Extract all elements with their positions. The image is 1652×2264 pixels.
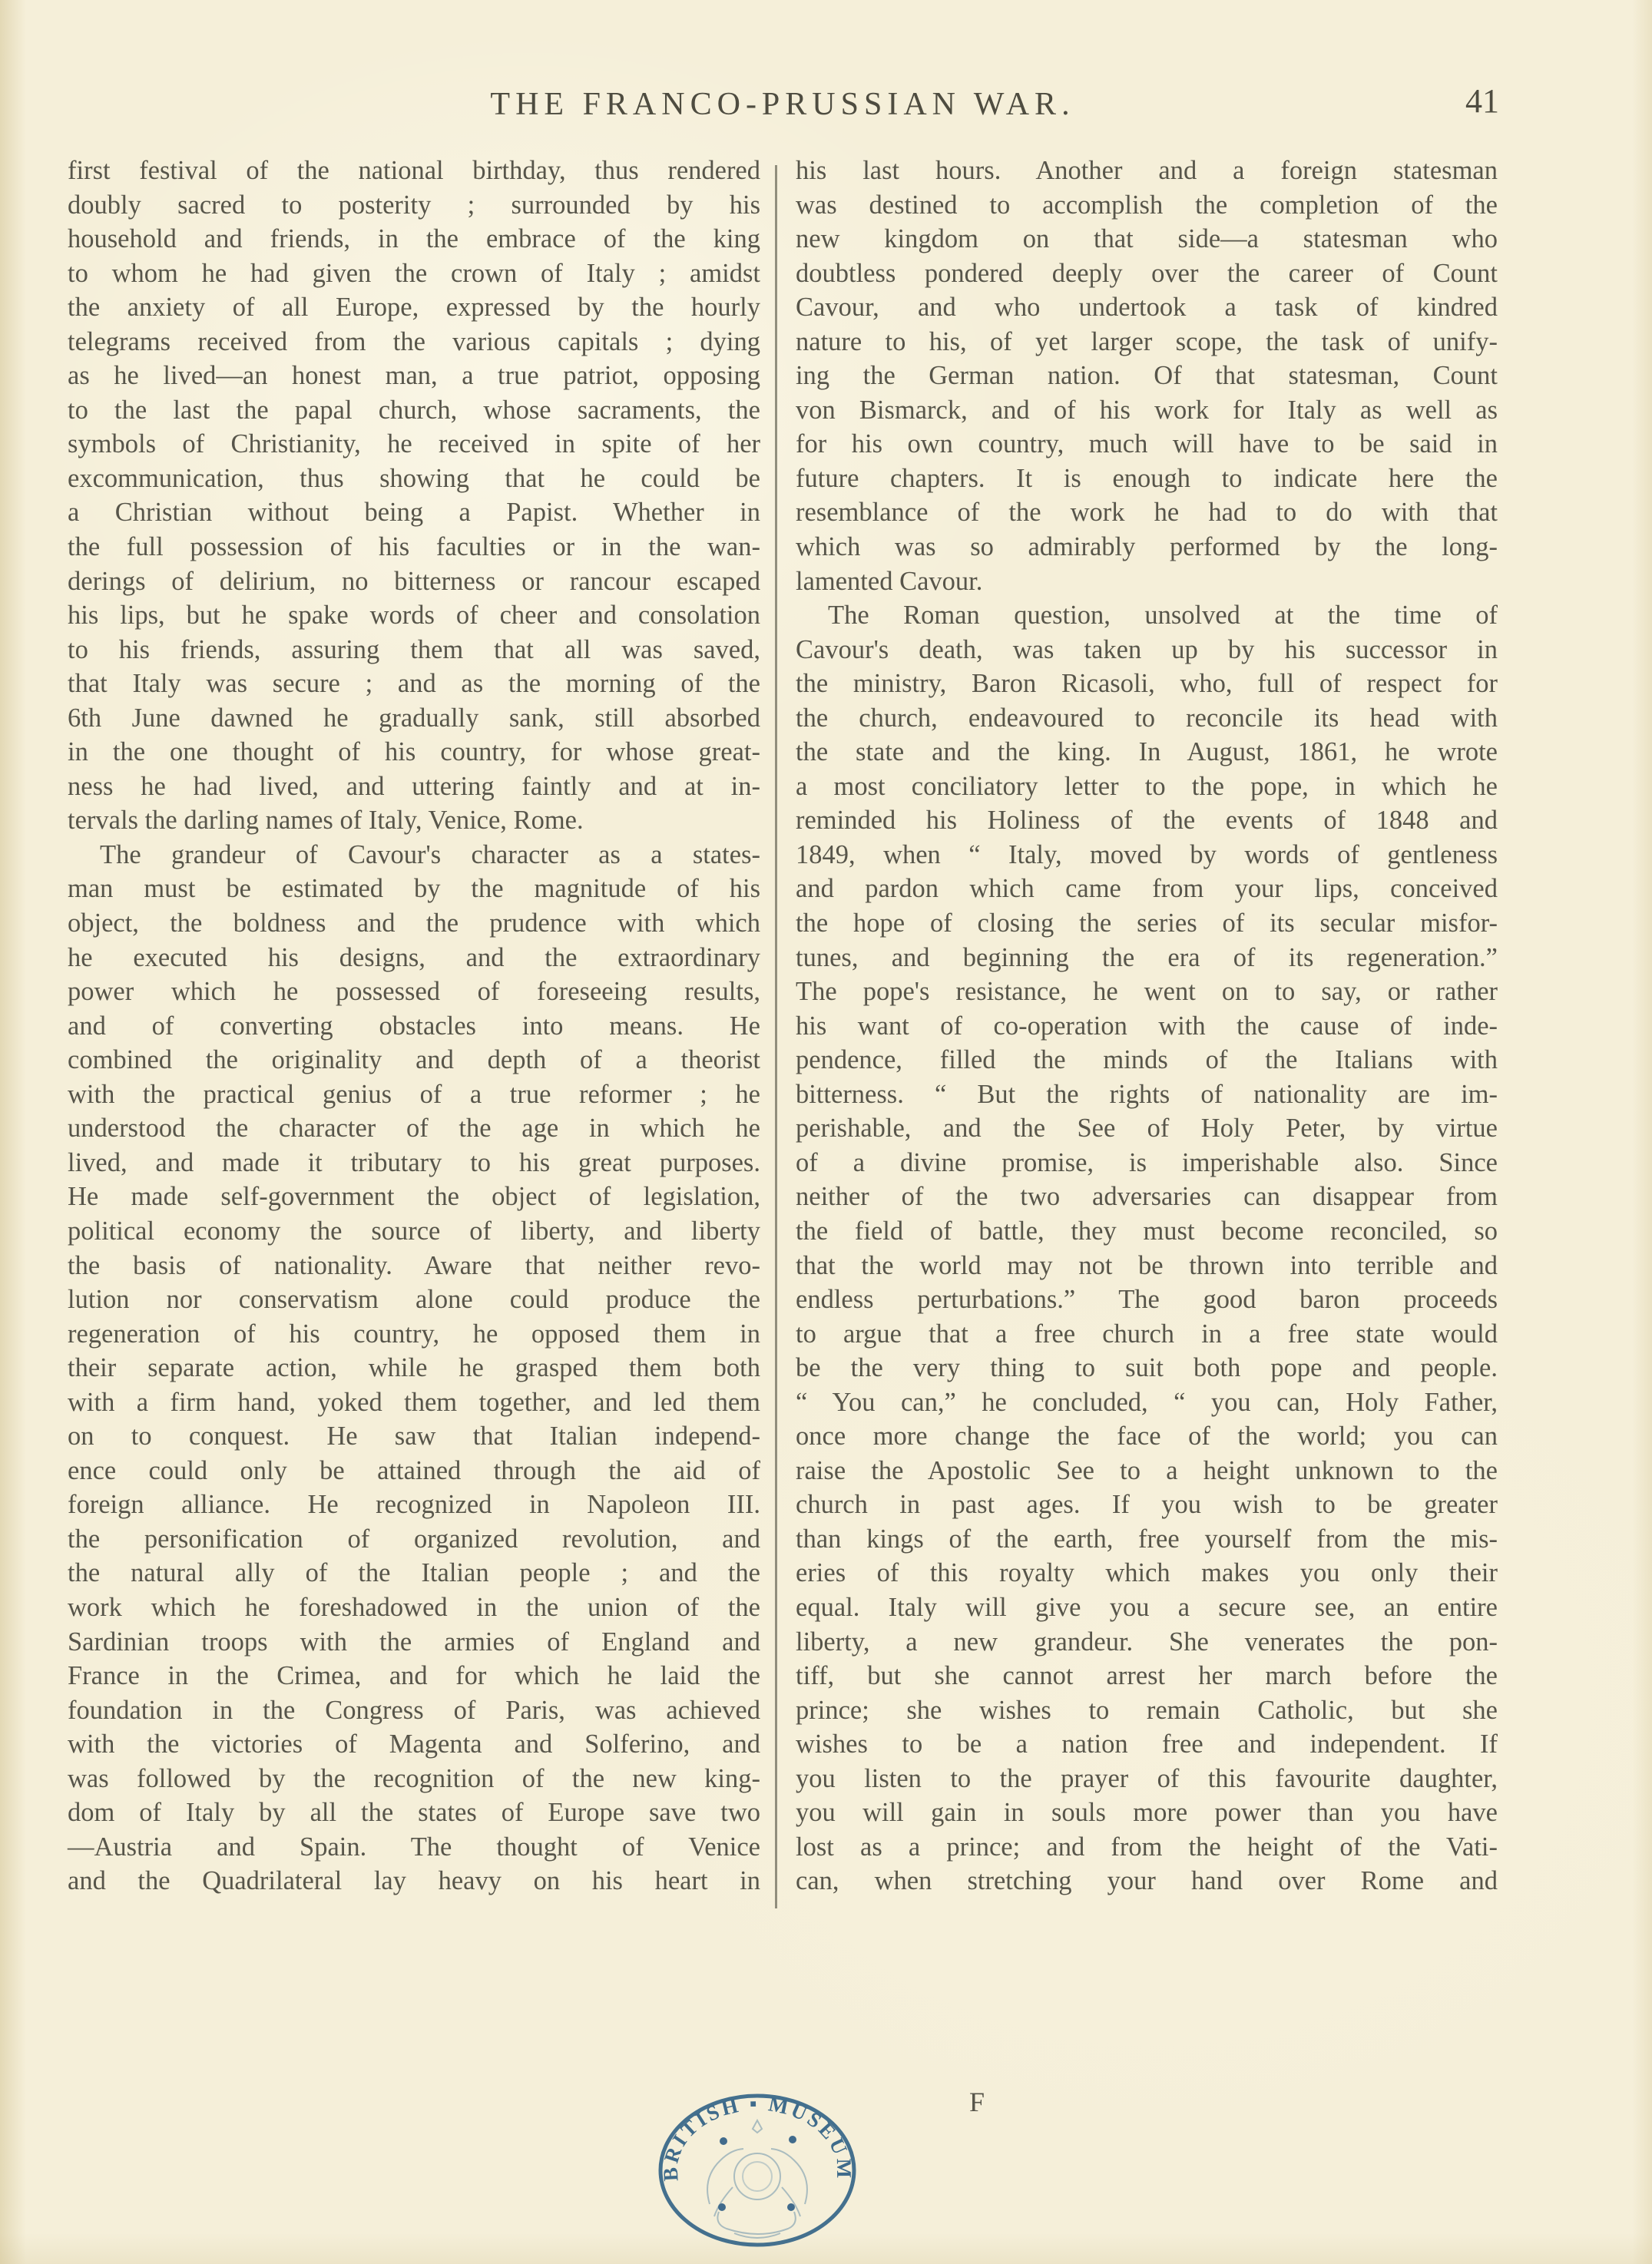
- text-line: lost as a prince; and from the height of the Vati-: [796, 1832, 1498, 1862]
- text-line: can, when stretching your hand over Rome and: [796, 1866, 1498, 1896]
- text-line: be the very thing to suit both pope and people.: [796, 1353, 1498, 1383]
- text-line: power which he possessed of foreseeing results,: [68, 977, 760, 1007]
- text-line: bitterness. “ But the rights of nationality are im-: [796, 1079, 1498, 1109]
- text-line: reminded his Holiness of the events of 1848 and: [796, 806, 1498, 836]
- text-line: 1849, when “ Italy, moved by words of gentleness: [796, 839, 1498, 869]
- text-line: wishes to be a nation free and independent. If: [796, 1729, 1498, 1759]
- text-line: that the world may not be thrown into terrible and: [796, 1250, 1498, 1280]
- text-line: raise the Apostolic See to a height unknown to the: [796, 1455, 1498, 1485]
- text-line: you listen to the prayer of this favourite daughter,: [796, 1763, 1498, 1793]
- text-line: doubly sacred to posterity ; surrounded by his: [68, 190, 760, 220]
- page-number: 41: [1465, 82, 1499, 120]
- text-line: to his friends, assuring them that all was saved,: [68, 634, 760, 664]
- text-line: equal. Italy will give you a secure see, an entire: [796, 1592, 1498, 1622]
- text-line: to argue that a free church in a free state would: [796, 1319, 1498, 1349]
- text-line: church in past ages. If you wish to be greater: [796, 1490, 1498, 1520]
- text-line: the field of battle, they must become reconciled, so: [796, 1216, 1498, 1246]
- text-line: neither of the two adversaries can disappear from: [796, 1182, 1498, 1212]
- text-line: first festival of the national birthday, thus rendered: [68, 156, 760, 185]
- text-line: prince; she wishes to remain Catholic, but she: [796, 1695, 1498, 1725]
- text-line: which was so admirably performed by the long-: [796, 532, 1498, 562]
- text-line: excommunication, thus showing that he could be: [68, 463, 760, 493]
- text-line: and of converting obstacles into means. He: [68, 1011, 760, 1041]
- text-line: regeneration of his country, he opposed them in: [68, 1319, 760, 1349]
- text-line: The pope's resistance, he went on to say, or rather: [796, 977, 1498, 1007]
- text-line: work which he foreshadowed in the union of the: [68, 1592, 760, 1622]
- text-line: resemblance of the work he had to do with that: [796, 498, 1498, 528]
- text-line: the natural ally of the Italian people ; and the: [68, 1558, 760, 1588]
- text-line: of a divine promise, is imperishable also. Since: [796, 1147, 1498, 1177]
- text-line: lamented Cavour.: [796, 566, 983, 596]
- text-line: with the victories of Magenta and Solferino, and: [68, 1729, 760, 1759]
- text-line: The Roman question, unsolved at the time of: [828, 601, 1498, 631]
- text-line: understood the character of the age in which he: [68, 1114, 760, 1144]
- text-line: to whom he had given the crown of Italy ; amidst: [68, 258, 760, 288]
- text-line: ness he had lived, and uttering faintly and at in-: [68, 771, 760, 801]
- text-line: Sardinian troops with the armies of England and: [68, 1627, 760, 1657]
- text-line: The grandeur of Cavour's character as a states-: [100, 839, 760, 869]
- text-line: a most conciliatory letter to the pope, in which he: [796, 771, 1498, 801]
- text-line: political economy the source of liberty, and liberty: [68, 1216, 760, 1246]
- text-line: on to conquest. He saw that Italian independ-: [68, 1422, 760, 1451]
- text-line: tunes, and beginning the era of its regeneration.”: [796, 942, 1498, 972]
- column-right: [796, 154, 1498, 1898]
- text-line: “ You can,” he concluded, “ you can, Holy Father,: [796, 1387, 1498, 1417]
- text-line: household and friends, in the embrace of the king: [68, 224, 760, 254]
- text-line: their separate action, while he grasped them both: [68, 1353, 760, 1383]
- text-line: perishable, and the See of Holy Peter, by virtue: [796, 1114, 1498, 1144]
- text-line: Cavour, and who undertook a task of kindred: [796, 293, 1498, 323]
- text-line: ence could only be attained through the aid of: [68, 1455, 760, 1485]
- text-line: liberty, a new grandeur. She venerates the pon-: [796, 1627, 1498, 1657]
- text-line: the state and the king. In August, 1861, he wrote: [796, 737, 1498, 767]
- text-line: —Austria and Spain. The thought of Venice: [68, 1832, 760, 1862]
- text-line: tervals the darling names of Italy, Venice, Rome.: [68, 806, 584, 836]
- text-line: France in the Crimea, and for which he laid the: [68, 1661, 760, 1691]
- text-line: doubtless pondered deeply over the career of Count: [796, 258, 1498, 288]
- text-line: the personification of organized revolution, and: [68, 1524, 760, 1554]
- text-line: foreign alliance. He recognized in Napoleon III.: [68, 1490, 760, 1520]
- text-line: Cavour's death, was taken up by his successor in: [796, 634, 1498, 664]
- text-line: eries of this royalty which makes you only their: [796, 1558, 1498, 1588]
- text-line: for his own country, much will have to be said in: [796, 429, 1498, 459]
- text-line: as he lived—an honest man, a true patriot, opposing: [68, 361, 760, 391]
- text-line: man must be estimated by the magnitude of his: [68, 874, 760, 904]
- british-museum-stamp: [654, 2090, 860, 2253]
- text-line: lution nor conservatism alone could produce the: [68, 1285, 760, 1315]
- text-line: the hope of closing the series of its secular misfor-: [796, 909, 1498, 938]
- text-line: his last hours. Another and a foreign statesman: [796, 156, 1498, 185]
- text-line: and the Quadrilateral lay heavy on his heart in: [68, 1866, 760, 1896]
- text-line: He made self-government the object of legislation,: [68, 1182, 760, 1212]
- text-line: that Italy was secure ; and as the morning of the: [68, 669, 760, 699]
- column-divider-rule: [775, 165, 777, 1908]
- text-line: combined the originality and depth of a theorist: [68, 1045, 760, 1075]
- text-line: the basis of nationality. Aware that neither revo-: [68, 1250, 760, 1280]
- column-left: [68, 154, 760, 1898]
- text-line: the ministry, Baron Ricasoli, who, full of respect for: [796, 669, 1498, 699]
- text-line: foundation in the Congress of Paris, was achieved: [68, 1695, 760, 1725]
- text-line: tiff, but she cannot arrest her march before the: [796, 1661, 1498, 1691]
- text-line: was followed by the recognition of the new king-: [68, 1763, 760, 1793]
- text-line: pendence, filled the minds of the Italians with: [796, 1045, 1498, 1075]
- text-line: lived, and made it tributary to his great purposes.: [68, 1147, 760, 1177]
- text-line: endless perturbations.” The good baron proceeds: [796, 1285, 1498, 1315]
- text-line: in the one thought of his country, for whose great-: [68, 737, 760, 767]
- text-line: nature to his, of yet larger scope, the task of unify-: [796, 326, 1498, 356]
- text-line: symbols of Christianity, he received in spite of her: [68, 429, 760, 459]
- text-line: the church, endeavoured to reconcile its head with: [796, 703, 1498, 733]
- text-line: with the practical genius of a true reformer ; he: [68, 1079, 760, 1109]
- text-line: von Bismarck, and of his work for Italy as well as: [796, 395, 1498, 425]
- text-line: once more change the face of the world; you can: [796, 1422, 1498, 1451]
- text-line: he executed his designs, and the extraordinary: [68, 942, 760, 972]
- text-line: derings of delirium, no bitterness or rancour escaped: [68, 566, 760, 596]
- text-line: his lips, but he spake words of cheer and consolation: [68, 601, 760, 631]
- text-line: was destined to accomplish the completion of the: [796, 190, 1498, 220]
- text-line: and pardon which came from your lips, conceived: [796, 874, 1498, 904]
- text-line: ing the German nation. Of that statesman, Count: [796, 361, 1498, 391]
- text-line: object, the boldness and the prudence with which: [68, 909, 760, 938]
- text-line: his want of co-operation with the cause of inde-: [796, 1011, 1498, 1041]
- text-line: a Christian without being a Papist. Whether in: [68, 498, 760, 528]
- text-line: with a firm hand, yoked them together, and led them: [68, 1387, 760, 1417]
- text-line: the anxiety of all Europe, expressed by the hourly: [68, 293, 760, 323]
- text-line: than kings of the earth, free yourself from the mis-: [796, 1524, 1498, 1554]
- signature-mark: F: [968, 2087, 985, 2117]
- text-line: new kingdom on that side—a statesman who: [796, 224, 1498, 254]
- stamp-text: [659, 2092, 856, 2182]
- text-line: future chapters. It is enough to indicate here the: [796, 463, 1498, 493]
- text-line: dom of Italy by all the states of Europe save two: [68, 1798, 760, 1828]
- text-line: to the last the papal church, whose sacraments, the: [68, 395, 760, 425]
- stamp-label: BRITISH ▪ MUSEUM: [658, 2091, 856, 2183]
- text-line: you will gain in souls more power than you have: [796, 1798, 1498, 1828]
- text-line: telegrams received from the various capitals ; dying: [68, 326, 760, 356]
- text-line: 6th June dawned he gradually sank, still absorbed: [68, 703, 760, 733]
- running-title: THE FRANCO-PRUSSIAN WAR.: [490, 87, 1075, 122]
- text-line: the full possession of his faculties or in the wan-: [68, 532, 760, 562]
